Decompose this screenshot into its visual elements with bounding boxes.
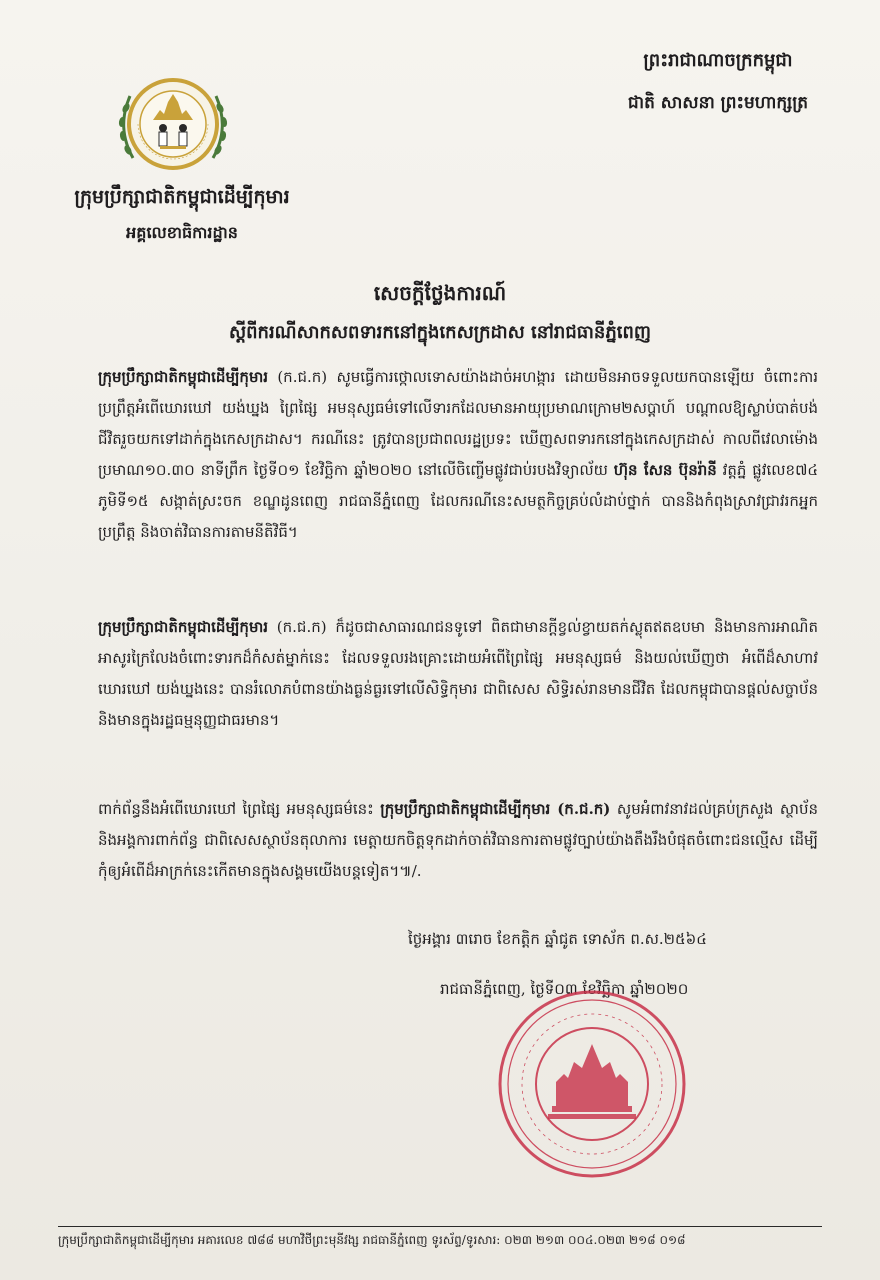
paragraph-1-text-2: វត្តភ្នំ ផ្លូវលេខ៧៤ ភូមិទី១៥ សង្កាត់ស្រះចក ខណ្ឌដូនពេញ រាជធានីភ្នំពេញ ដែលករណីនេះសមត្ថកិច្ចគ្រប់លំដាប់ថ្នាក់ បាននិងកំពុងស្រាវជ្រាវរកអ្នកប្រព្រឹត្ត និងចាត់វិធានការតាមនីតិវិធី។ [98, 461, 818, 541]
paragraph-2-text: (ក.ជ.ក) ក៏ដូចជាសាធារណជនទូទៅ ពិតជាមានក្ដីខ្វល់ខ្វាយតក់ស្លុតឥតឧបមា និងមានការអាណិតអាសូរក្រៃលែងចំពោះទារកដ៏កំសត់ម្នាក់នេះ ដែលទទួលរងគ្រោះដោយអំពើព្រៃផ្សៃ អមនុស្សធម៌ និងយល់ឃើញថា អំពើដ៏សាហាវ ឃោរឃៅ យង់ឃ្នងនេះ បានរំលោភបំពានយ៉ាងធ្ងន់ធ្ងរទៅលើសិទ្ធិកុមារ ជាពិសេស សិទ្ធិរស់រានមានជីវិត ដែលកម្ពុជាបានផ្ដល់សច្ចាប័ន និងមានក្នុងរដ្ឋធម្មនុញ្ញជាធរមាន។ [98, 618, 818, 729]
paragraph-3-text-2: សូមអំពាវនាវដល់គ្រប់ក្រសួង ស្ថាប័ន និងអង្គការពាក់ព័ន្ធ ជាពិសេសស្ថាប័នតុលាការ មេត្តាយកចិត្តទុកដាក់ចាត់វិធានការតាមផ្លូវច្បាប់យ៉ាងតឹងរឹងបំផុតចំពោះជនល្មើស ដើម្បីកុំឲ្យអំពើដ៏អាក្រក់នេះកើតមានក្នុងសង្គមយើងបន្តទៀត។ [98, 800, 819, 880]
paragraph-2 [98, 612, 818, 736]
cncc-logo-emblem [108, 58, 238, 188]
paragraph-3-text: ពាក់ព័ន្ធនឹងអំពើឃោរឃៅ ព្រៃផ្សៃ អមនុស្សធម៌នេះ [98, 800, 381, 818]
kingdom-heading: ព្រះរាជាណាចក្រកម្ពុជា [643, 50, 793, 71]
organization-name: ក្រុមប្រឹក្សាជាតិកម្ពុជាដើម្បីកុមារ [74, 186, 290, 208]
paragraph-3-end-mark: ៕/. [399, 862, 422, 880]
organization-department: អគ្គលេខាធិការដ្ឋាន [126, 223, 238, 242]
paragraph-1 [98, 362, 818, 548]
paragraph-3 [98, 794, 818, 887]
lunar-date: ថ្ងៃអង្គារ ៣រោច ខែកត្តិក ឆ្នាំជូត ទោស័ក ព.ស.២៥៦៤ [408, 930, 707, 948]
official-seal-stamp [494, 986, 690, 1182]
paragraph-1-school: ហ៊ុន សែន ប៊ុនរ៉ានី [613, 461, 717, 479]
paragraph-1-org: ក្រុមប្រឹក្សាជាតិកម្ពុជាដើម្បីកុមារ [98, 368, 268, 386]
footer-divider [58, 1226, 822, 1227]
place-and-date: រាជធានីភ្នំពេញ, ថ្ងៃទី០៣ ខែវិច្ឆិកា ឆ្នាំ២០២០ [440, 980, 689, 998]
paragraph-1-text: (ក.ជ.ក) សូមធ្វើការថ្កោលទោសយ៉ាងដាច់អហង្ការ ដោយមិនអាចទទួលយកបានឡើយ ចំពោះការប្រព្រឹត្តអំពើឃោរឃៅ យង់ឃ្នង ព្រៃផ្សៃ អមនុស្សធម៌ទៅលើទារកដែលមានអាយុប្រមាណក្រោម២សប្ដាហ៍ បណ្ដាលឱ្យស្លាប់បាត់បង់ជីវិតរួចយកទៅដាក់ក្នុងកេសក្រដាស។ ករណីនេះ ត្រូវបានប្រជាពលរដ្ឋប្រទះ ឃើញសពទារកនៅក្នុងកេសក្រដាស់ កាលពីវេលាម៉ោងប្រមាណ១០.៣០ នាទីព្រឹក ថ្ងៃទី០១ ខែវិច្ឆិកា ឆ្នាំ២០២០ នៅលើចិញ្ចើមផ្លូវជាប់របងវិទ្យាល័យ [98, 368, 818, 479]
national-motto: ជាតិ សាសនា ព្រះមហាក្សត្រ [627, 93, 809, 113]
cncc-logo [108, 58, 238, 188]
paragraph-3-org: ក្រុមប្រឹក្សាជាតិកម្ពុជាដើម្បីកុមារ (ក.ជ.ក) [380, 800, 611, 818]
document-subtitle: ស្ដីពីករណីសាកសពទារកនៅក្នុងកេសក្រដាស នៅរាជធានីភ្នំពេញ [228, 322, 652, 343]
footer-address: ក្រុមប្រឹក្សាជាតិកម្ពុជាដើម្បីកុមារ អគារលេខ ៧៨៨ មហាវិថីព្រះមុនីវង្ស រាជធានីភ្នំពេញ ទូរស័ព្ទ/ទូរសារ: ០២៣ ២១៣ ០០៤.០២៣ ២១៨ ០១៨ [58, 1233, 686, 1247]
paragraph-2-org: ក្រុមប្រឹក្សាជាតិកម្ពុជាដើម្បីកុមារ [98, 618, 268, 636]
seal-emblem [494, 986, 690, 1182]
document-title: សេចក្ដីថ្លែងការណ៍ [373, 281, 507, 305]
